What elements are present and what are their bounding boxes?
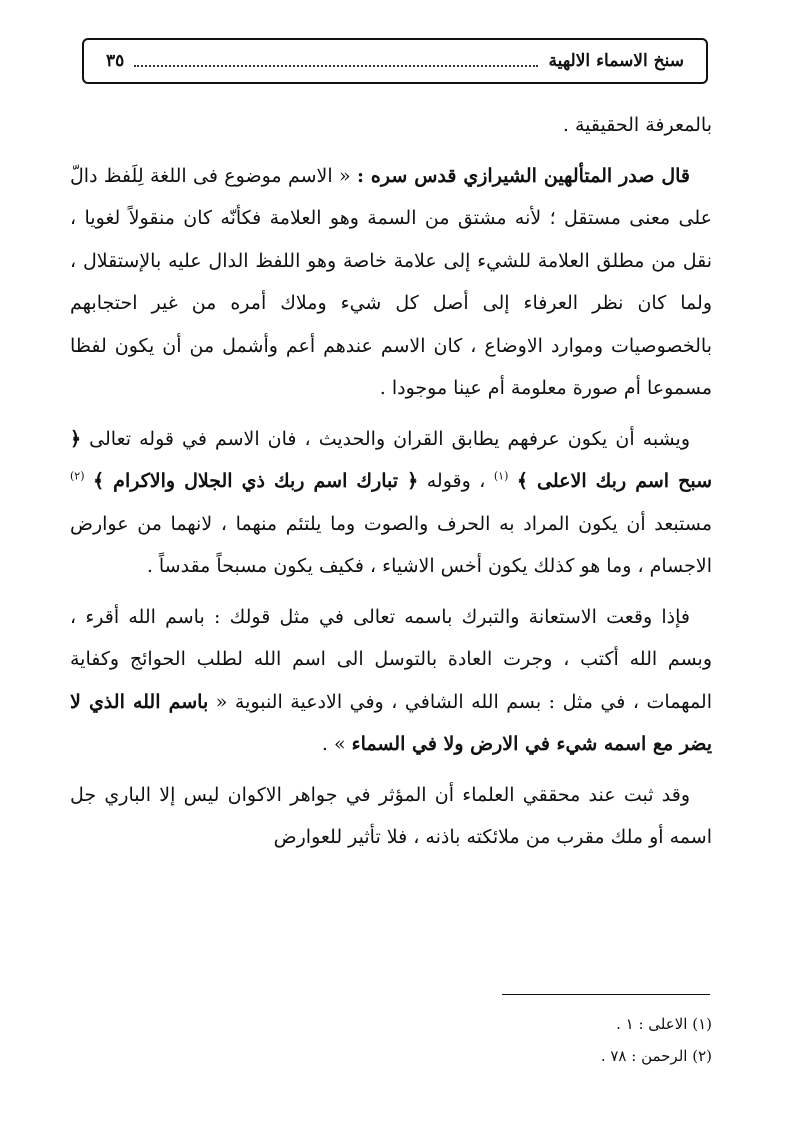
- paragraph-3-text-a: فإذا وقعت الاستعانة والتبرك باسمه تعالى في مثل قولك : باسم الله أقرء ، وبسم الله أكتب ، وجرت العادة بالتوسل الى اسم الله لطلب الحوائج وكفاية المهمات ، في مثل : بسم الله الشافي ، وفي الادعية النبوية «: [70, 605, 712, 713]
- paragraph-0: [70, 104, 712, 147]
- paragraph-2: [70, 418, 712, 588]
- paragraph-3-text-b: » .: [321, 733, 352, 755]
- body-text: [70, 104, 712, 867]
- paragraph-0-text: بالمعرفة الحقيقية .: [562, 114, 712, 136]
- paragraph-2-text-c: مستبعد أن يكون المراد به الحرف والصوت وما يلتئم منهما ، لانهما من عوارض الاجسام ، وما هو كذلك يكون أخس الاشياء ، فكيف يكون مسبحاً مقدساً .: [70, 512, 712, 577]
- header-title: سنخ الاسماء الالهية: [548, 51, 684, 71]
- paragraph-2-text-a: ويشبه أن يكون عرفهم يطابق القران والحديث ، فان الاسم في قوله تعالى: [81, 427, 690, 450]
- speaker-attribution: قال صدر المتألهين الشيرازي قدس سره :: [356, 164, 690, 187]
- footnote-ref-1: (١): [493, 469, 509, 483]
- hadith-quote: باسم الله الذي لا يضر مع اسمه شيء في الارض ولا في السماء: [70, 690, 712, 755]
- paragraph-1-text: « الاسم موضوع فى اللغة لِلَفظ دالّ على معنى مستقل ؛ لأنه مشتق من السمة وهو العلامة فكأنّه كان منقولاً لغويا ، نقل من مطلق العلامة للشيء إلى علامة خاصة وهو اللفظ الدال عليه بالإستقلال ، ولما كان نظر العرفاء إلى أصل كل شيء وملاك أمره من غير احتجابهم بالخصوصيات وموارد الاوضاع ، كان الاسم عندهم أعم وأشمل من أن يكون لفظا مسموعا أم صورة معلومة أم عينا موجودا .: [70, 164, 712, 399]
- header-dot-leader: [134, 55, 538, 67]
- quran-quote-1: ﴿ سبح اسم ربك الاعلى ﴾: [70, 427, 713, 492]
- paragraph-3: [70, 596, 712, 766]
- page-number: ٣٥: [106, 51, 125, 71]
- running-header: [82, 38, 708, 84]
- footnotes: [460, 1008, 712, 1072]
- paragraph-1: [70, 155, 712, 410]
- footnote-1: (١) الاعلى : ١ .: [616, 1015, 712, 1033]
- paragraph-2-text-b: ، وقوله: [418, 470, 494, 492]
- paragraph-4-text: وقد ثبت عند محققي العلماء أن المؤثر في جواهر الاكوان ليس إلا الباري جل اسمه أو ملك مقرب من ملائكته باذنه ، فلا تأثير للعوارض: [70, 783, 712, 848]
- footnote-ref-2: (٢): [70, 469, 85, 483]
- footnote-2: (٢) الرحمن : ٧٨ .: [600, 1047, 712, 1065]
- quran-quote-2: ﴿ تبارك اسم ربك ذي الجلال والاكرام ﴾: [93, 470, 419, 492]
- paragraph-4: [70, 774, 712, 859]
- footnote-divider: [502, 994, 710, 995]
